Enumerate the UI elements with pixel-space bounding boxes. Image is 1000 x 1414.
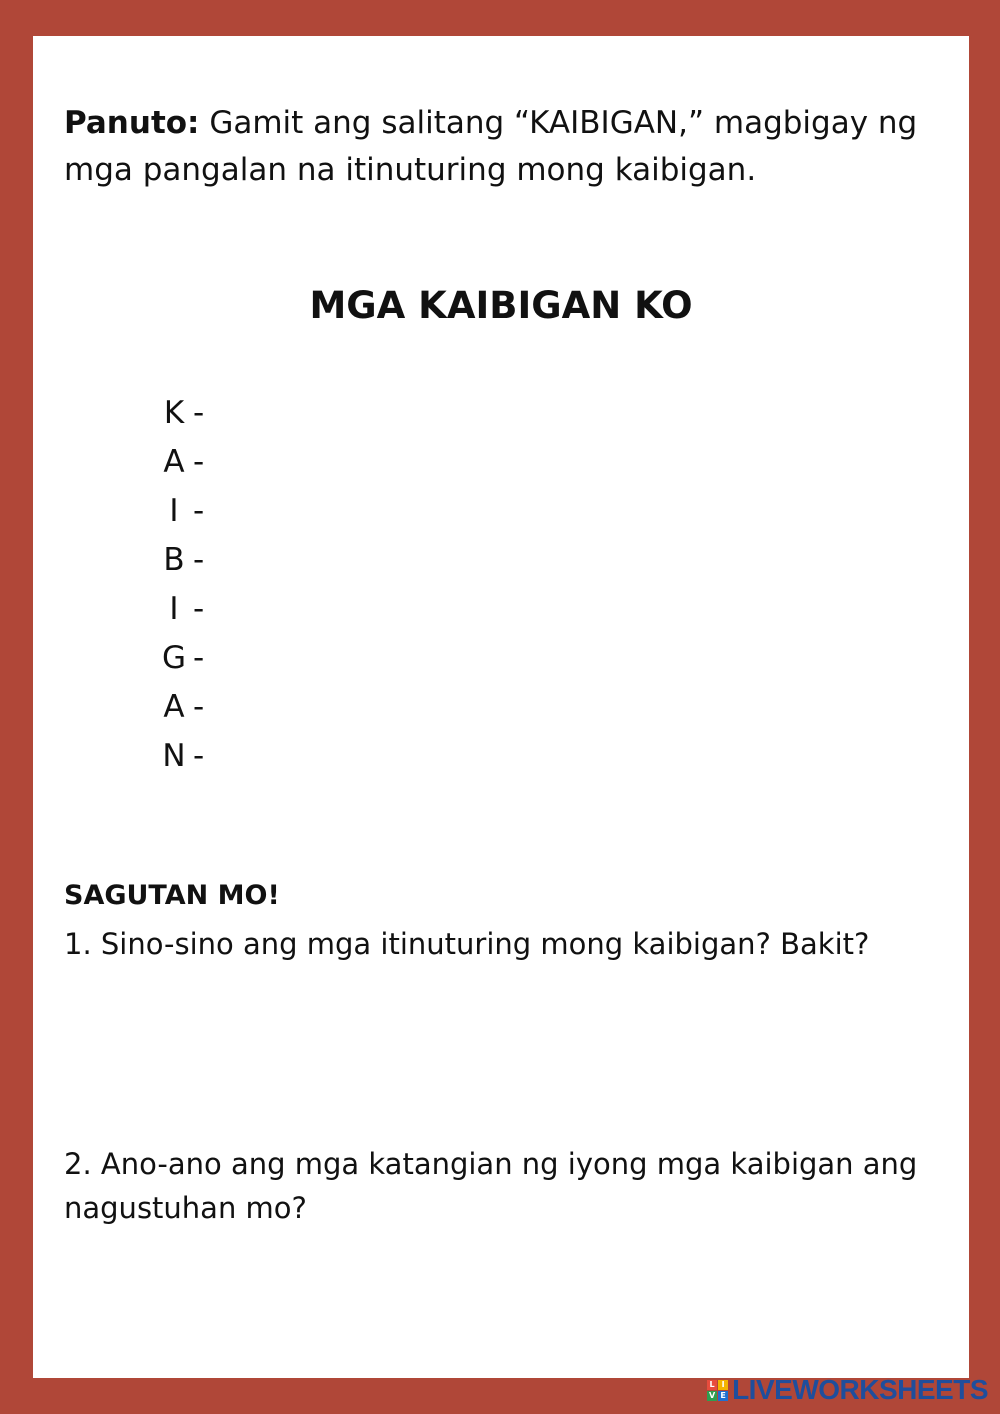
acrostic-row xyxy=(159,585,776,634)
acrostic-row xyxy=(159,389,776,438)
acrostic-letter: B xyxy=(163,542,185,578)
acrostic-answer-field[interactable] xyxy=(216,609,776,610)
acrostic-letter: A xyxy=(163,689,185,725)
instructions-text: Gamit ang salitang “KAIBIGAN,” magbigay ng mga pangalan na itinuturing mong kaibigan. xyxy=(64,105,918,188)
acrostic-row xyxy=(159,487,776,536)
acrostic-row xyxy=(159,438,776,487)
acrostic-dash: - xyxy=(193,444,205,480)
acrostic-letter: I xyxy=(169,591,179,627)
acrostic-letter: G xyxy=(161,640,187,676)
worksheet-title: MGA KAIBIGAN KO xyxy=(309,284,693,327)
acrostic-letter: K xyxy=(163,395,185,431)
acrostic-row xyxy=(159,732,776,781)
question-1: 1. Sino-sino ang mga itinuturing mong kaibigan? Bakit? xyxy=(64,927,870,961)
liveworksheets-watermark xyxy=(707,1374,988,1406)
acrostic-answer-field[interactable] xyxy=(216,462,776,463)
question-2: 2. Ano-ano ang mga katangian ng iyong mga kaibigan ang nagustuhan mo? xyxy=(64,1147,918,1225)
acrostic-answer-field[interactable] xyxy=(216,560,776,561)
acrostic-dash: - xyxy=(193,640,205,676)
logo-letter: I xyxy=(718,1380,728,1390)
acrostic-list xyxy=(159,389,776,781)
acrostic-dash: - xyxy=(193,591,205,627)
instructions xyxy=(64,100,944,194)
acrostic-row xyxy=(159,634,776,683)
acrostic-dash: - xyxy=(193,493,205,529)
answer-area-2[interactable] xyxy=(64,1236,944,1396)
acrostic-letter: N xyxy=(162,738,186,774)
liveworksheets-logo-icon xyxy=(707,1380,728,1401)
acrostic-dash: - xyxy=(193,689,205,725)
section-heading: SAGUTAN MO! xyxy=(64,880,280,911)
acrostic-answer-field[interactable] xyxy=(216,658,776,659)
logo-letter: L xyxy=(707,1380,717,1390)
acrostic-answer-field[interactable] xyxy=(216,511,776,512)
acrostic-letter: I xyxy=(169,493,179,529)
logo-letter: V xyxy=(708,1390,716,1400)
acrostic-dash: - xyxy=(193,395,205,431)
watermark-text: LIVEWORKSHEETS xyxy=(732,1374,988,1405)
acrostic-letter: A xyxy=(163,444,185,480)
acrostic-row xyxy=(159,536,776,585)
acrostic-dash: - xyxy=(193,738,205,774)
acrostic-row xyxy=(159,683,776,732)
answer-area-1[interactable] xyxy=(64,976,944,1126)
worksheet-page xyxy=(33,36,969,1378)
acrostic-answer-field[interactable] xyxy=(216,707,776,708)
instructions-lead: Panuto: xyxy=(64,105,200,141)
acrostic-answer-field[interactable] xyxy=(216,413,776,414)
logo-letter: E xyxy=(718,1391,728,1401)
acrostic-dash: - xyxy=(193,542,205,578)
acrostic-answer-field[interactable] xyxy=(216,756,776,757)
